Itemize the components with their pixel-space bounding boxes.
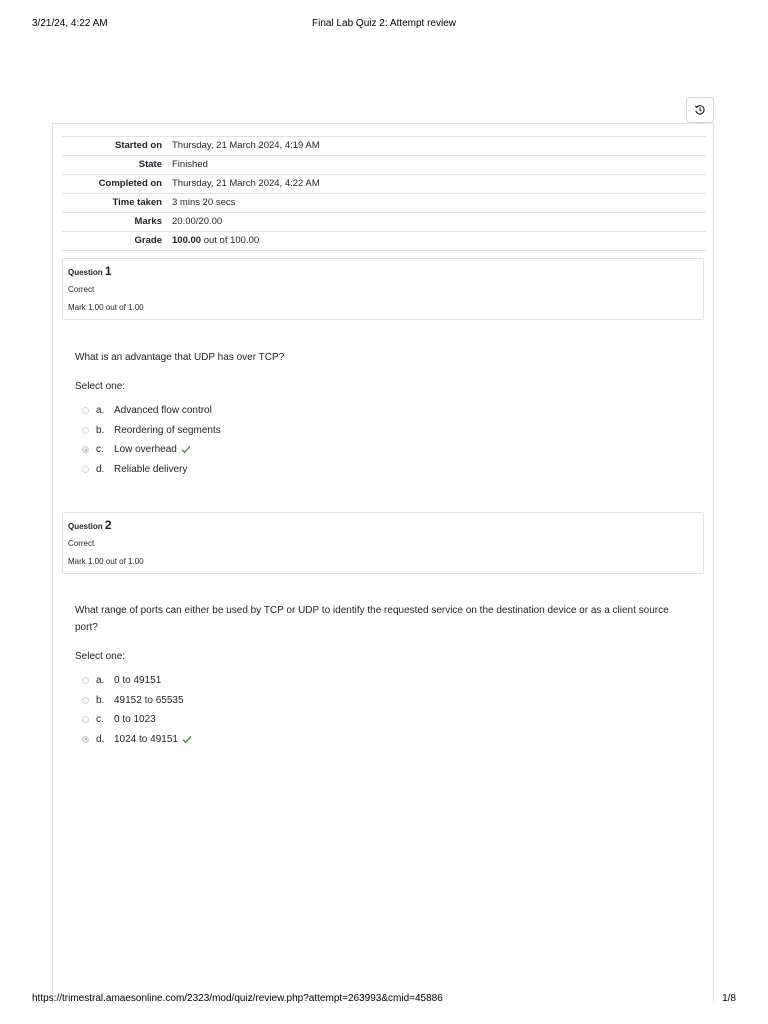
answer-text: 0 to 1023: [114, 714, 156, 726]
answer-letter: b.: [96, 424, 105, 436]
answer-radio[interactable]: [82, 697, 89, 704]
answer-option-selected[interactable]: [82, 730, 192, 750]
summary-value: Thursday, 21 March 2024, 4:22 AM: [172, 178, 320, 189]
answer-option-selected[interactable]: [82, 440, 221, 460]
answer-list: [82, 671, 192, 749]
summary-label: Started on: [115, 140, 162, 151]
question-num: 2: [104, 518, 112, 532]
answer-letter: c.: [96, 714, 104, 726]
answer-letter: d.: [96, 733, 105, 745]
answer-radio-checked[interactable]: [82, 446, 89, 453]
answer-radio[interactable]: [82, 407, 89, 414]
summary-row-completed: [62, 175, 706, 194]
summary-value: Finished: [172, 159, 208, 170]
answer-letter: a.: [96, 405, 105, 417]
answer-radio[interactable]: [82, 427, 89, 434]
answer-option[interactable]: [82, 421, 221, 441]
question-number: [68, 518, 698, 532]
answer-list: [82, 401, 221, 479]
grade-out-of: out of 100.00: [201, 235, 260, 246]
answer-text: Reliable delivery: [114, 463, 188, 475]
summary-label: State: [138, 159, 162, 170]
question-info: [62, 512, 704, 574]
summary-row-grade: [62, 232, 706, 251]
print-date: 3/21/24, 4:22 AM: [32, 18, 108, 29]
answer-option[interactable]: [82, 460, 221, 480]
print-url: https://trimestral.amaesonline.com/2323/mod/quiz/review.php?attempt=263993&cmid=45886: [32, 993, 443, 1004]
answer-radio[interactable]: [82, 466, 89, 473]
answer-text: Advanced flow control: [114, 405, 212, 417]
grade-value: 100.00: [172, 235, 202, 246]
select-one-prompt: Select one:: [75, 381, 126, 392]
answer-option[interactable]: [82, 691, 192, 711]
answer-text: 49152 to 65535: [114, 694, 184, 706]
summary-label: Completed on: [98, 178, 162, 189]
answer-letter: a.: [96, 675, 105, 687]
history-button[interactable]: [686, 97, 714, 123]
question-prefix: Question: [68, 522, 105, 531]
print-footer: [32, 993, 736, 1007]
question-mark: Mark 1.00 out of 1.00: [68, 303, 144, 312]
question-state: Correct: [68, 285, 95, 294]
select-one-prompt: Select one:: [75, 651, 126, 662]
summary-value: 20.00/20.00: [172, 216, 223, 227]
summary-row-time-taken: [62, 194, 706, 213]
answer-radio[interactable]: [82, 677, 89, 684]
question-info: [62, 258, 704, 320]
answer-text: Reordering of segments: [114, 424, 221, 436]
summary-value: Thursday, 21 March 2024, 4:19 AM: [172, 140, 320, 151]
question-mark: Mark 1.00 out of 1.00: [68, 557, 144, 566]
answer-option[interactable]: [82, 671, 192, 691]
answer-option[interactable]: [82, 401, 221, 421]
answer-text: Low overhead: [114, 444, 177, 456]
answer-letter: d.: [96, 463, 105, 475]
answer-text: 0 to 49151: [114, 675, 162, 687]
print-title: Final Lab Quiz 2: Attempt review: [312, 18, 456, 29]
question-text: What range of ports can either be used by TCP or UDP to identify the requested service on the destination device or as a client source port?: [75, 605, 669, 633]
question-number: [68, 264, 698, 278]
answer-radio-checked[interactable]: [82, 736, 89, 743]
summary-value: [172, 232, 706, 250]
summary-label: Time taken: [112, 197, 162, 208]
attempt-summary-table: [62, 136, 706, 251]
page-number: 1/8: [722, 993, 736, 1004]
question-prefix: Question: [68, 268, 105, 277]
check-icon: [181, 445, 191, 454]
summary-row-started: [62, 137, 706, 156]
summary-row-marks: [62, 213, 706, 232]
history-icon: [694, 104, 706, 116]
print-header: [32, 18, 736, 32]
answer-text: 1024 to 49151: [114, 733, 178, 745]
answer-letter: b.: [96, 694, 105, 706]
answer-radio[interactable]: [82, 716, 89, 723]
summary-label: Marks: [134, 216, 162, 227]
summary-value: 3 mins 20 secs: [172, 197, 236, 208]
answer-letter: c.: [96, 444, 104, 456]
question-num: 1: [104, 264, 112, 278]
summary-row-state: [62, 156, 706, 175]
question-text: What is an advantage that UDP has over TCP?: [75, 352, 285, 363]
check-icon: [182, 735, 192, 744]
question-state: Correct: [68, 539, 95, 548]
summary-label: Grade: [134, 235, 162, 246]
answer-option[interactable]: [82, 710, 192, 730]
